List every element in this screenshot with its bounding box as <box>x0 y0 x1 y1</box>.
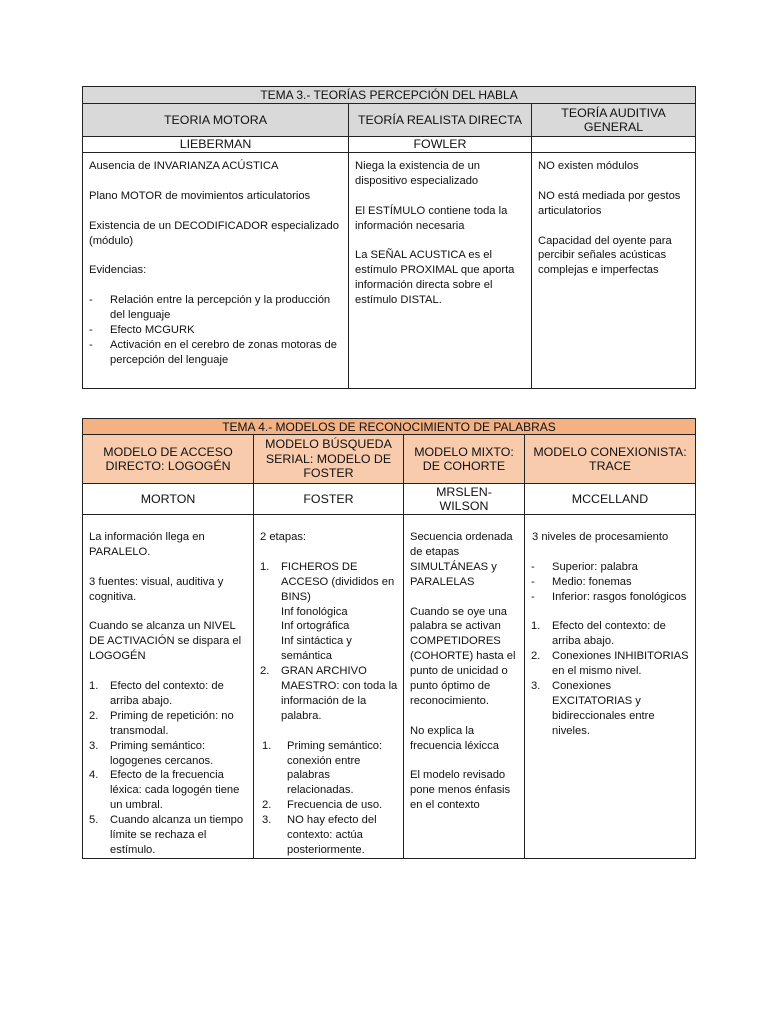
motora-p1: Ausencia de INVARIANZA ACÚSTICA <box>89 160 279 172</box>
header-logogen: MODELO DE ACCESO DIRECTO: LOGOGÉN <box>83 435 254 484</box>
list-item: 3. NO hay efecto del contexto: actúa posteriormente. <box>262 814 377 856</box>
cohorte-p1: Secuencia ordenada de etapas SIMULTÁNEAS y PARALELAS <box>410 531 513 588</box>
list-item: 1. FICHEROS DE ACCESO (divididos en BINS) <box>260 560 395 603</box>
auditiva-content <box>532 153 696 389</box>
list-item: 3. Conexiones EXCITATORIAS y bidireccionales entre niveles. <box>531 680 655 737</box>
author-mccelland: MCCELLAND <box>525 484 696 515</box>
logogen-content <box>83 515 254 859</box>
logogen-p3: Cuando se alcanza un NIVEL DE ACTIVACIÓN se dispara el LOGOGÉN <box>89 620 242 663</box>
foster-content <box>254 515 404 859</box>
list-item: - Inferior: rasgos fonológicos <box>531 590 687 603</box>
tema4-table <box>82 418 696 859</box>
realista-content <box>349 153 532 389</box>
cohorte-content <box>404 515 525 859</box>
author-marslen-wilson: MRSLEN-WILSON <box>404 484 525 515</box>
motora-p4: Evidencias: <box>89 264 147 277</box>
list-item: - Relación entre la percepción y la producción del lenguaje <box>89 294 331 321</box>
list-item: 1. Efecto del contexto: de arriba abajo. <box>89 680 224 707</box>
motora-p2: Plano MOTOR de movimientos articulatorios <box>89 189 311 202</box>
header-cohorte: MODELO MIXTO: DE COHORTE <box>404 435 525 484</box>
realista-p1: Niega la existencia de un dispositivo especializado <box>355 160 481 187</box>
logogen-p1: La información llega en PARALELO. <box>89 531 205 558</box>
foster-sub-1: Inf fonológica <box>281 605 348 618</box>
cohorte-p4: El modelo revisado pone menos énfasis en el contexto <box>410 769 511 812</box>
author-fowler: FOWLER <box>349 137 532 153</box>
list-item: 2. GRAN ARCHIVO MAESTRO: con toda la información de la palabra. <box>260 665 398 722</box>
tema4-title: TEMA 4.- MODELOS DE RECONOCIMIENTO DE PALABRAS <box>83 419 696 435</box>
header-teoria-motora: TEORIA MOTORA <box>83 104 349 137</box>
auditiva-p3: Capacidad del oyente para percibir señales acústicas complejas e imperfectas <box>538 234 672 277</box>
list-item: - Efecto MCGURK <box>89 323 195 336</box>
header-teoria-auditiva: TEORÍA AUDITIVA GENERAL <box>532 104 696 137</box>
list-item: 2. Conexiones INHIBITORIAS en el mismo nivel. <box>531 650 689 678</box>
realista-p2: El ESTÍMULO contiene toda la información necesaria <box>355 204 508 232</box>
trace-content <box>525 515 696 859</box>
cohorte-p2: Cuando se oye una palabra se activan COMPETIDORES (COHORTE) hasta el punto de unicidad o punto óptimo de reconocimiento. <box>410 605 516 707</box>
list-item: - Superior: palabra <box>531 560 638 573</box>
author-morton: MORTON <box>83 484 254 515</box>
author-lieberman: LIEBERMAN <box>83 137 349 153</box>
list-item: - Activación en el cerebro de zonas motoras de percepción del lenguaje <box>89 338 337 366</box>
tema3-title: TEMA 3.- TEORÍAS PERCEPCIÓN DEL HABLA <box>83 87 696 104</box>
header-trace: MODELO CONEXIONISTA: TRACE <box>525 435 696 484</box>
list-item: 3. Priming semántico: logogenes cercanos. <box>89 739 214 767</box>
list-item: 1. Efecto del contexto: de arriba abajo. <box>531 620 666 648</box>
list-item: 4. Efecto de la frecuencia léxica: cada logogén tiene un umbral. <box>89 769 240 812</box>
list-item: 2. Frecuencia de uso. <box>262 799 383 812</box>
list-item: - Medio: fonemas <box>531 575 632 588</box>
author-foster: FOSTER <box>254 484 404 515</box>
foster-sub-3: Inf sintáctica y semántica <box>281 635 352 663</box>
logogen-p2: 3 fuentes: visual, auditiva y cognitiva. <box>89 575 224 603</box>
list-item: 5. Cuando alcanza un tiempo límite se rechaza el estímulo. <box>89 814 244 856</box>
foster-intro: 2 etapas: <box>260 531 307 543</box>
header-teoria-realista: TEORÍA REALISTA DIRECTA <box>349 104 532 137</box>
auditiva-p1: NO existen módulos <box>538 160 639 172</box>
header-foster: MODELO BÚSQUEDA SERIAL: MODELO DE FOSTER <box>254 435 404 484</box>
list-item: 2. Priming de repetición: no transmodal. <box>89 709 234 737</box>
cohorte-p3: No explica la frecuencia léxicca <box>410 724 499 752</box>
realista-p3: La SEÑAL ACUSTICA es el estímulo PROXIMAL que aporta información directa sobre el estímulo DISTAL. <box>355 249 515 307</box>
motora-p3: Existencia de un DECODIFICADOR especializado (módulo) <box>89 219 339 247</box>
trace-intro: 3 niveles de procesamiento <box>532 531 669 543</box>
tema3-table <box>82 86 696 389</box>
author-empty <box>532 137 696 153</box>
motora-content <box>83 153 349 389</box>
auditiva-p2: NO está mediada por gestos articulatorios <box>538 189 681 217</box>
list-item: 1. Priming semántico: conexión entre palabras relacionadas. <box>262 739 383 797</box>
foster-sub-2: Inf ortográfica <box>281 620 350 633</box>
